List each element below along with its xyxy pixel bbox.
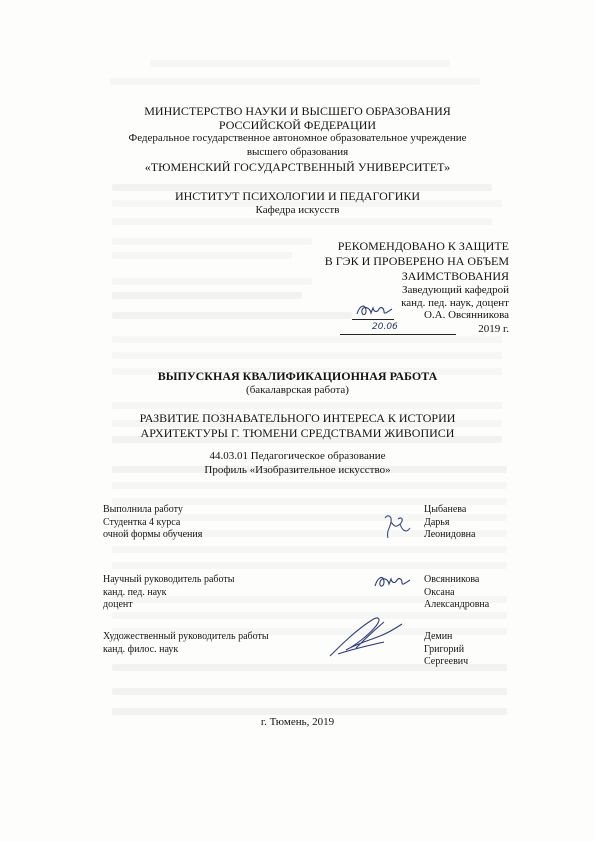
work-subtype: (бакалаврская работа) — [246, 384, 349, 396]
role-line: Научный руководитель работы — [103, 574, 235, 585]
student-name — [424, 504, 475, 542]
name-line: Оксана — [424, 586, 455, 598]
name-line: Овсянникова — [424, 574, 480, 585]
supervisor-name — [424, 574, 489, 612]
date-line — [340, 334, 456, 335]
city-year: г. Тюмень, 2019 — [260, 716, 335, 728]
department-name: Кафедра искусств — [255, 204, 340, 216]
art-supervisor-signature — [326, 606, 406, 662]
approval-degree: канд. пед. наук, доцент — [401, 297, 509, 309]
name-line: Дарья — [424, 516, 450, 528]
name-line: Григорий — [424, 643, 465, 655]
institution-line-2: высшего образования — [246, 146, 349, 158]
name-line: Александровна — [424, 599, 490, 610]
work-profile: Профиль «Изобразительное искусство» — [204, 464, 391, 476]
approval-year: 2019 г. — [478, 323, 509, 335]
student-role — [103, 504, 202, 542]
name-line: Сергеевич — [424, 656, 469, 667]
name-line: Демин — [424, 631, 453, 642]
role-line: канд. пед. наук — [103, 586, 167, 598]
ministry-line-2: РОССИЙСКОЙ ФЕДЕРАЦИИ — [218, 118, 377, 132]
art-supervisor-role — [103, 631, 269, 656]
supervisor-role — [103, 574, 234, 612]
ministry-line-1: МИНИСТЕРСТВО НАУКИ И ВЫСШЕГО ОБРАЗОВАНИЯ — [144, 104, 451, 118]
role-line: Студентка 4 курса — [103, 516, 181, 528]
work-code: 44.03.01 Педагогическое образование — [209, 450, 386, 462]
institute-name: ИНСТИТУТ ПСИХОЛОГИИ И ПЕДАГОГИКИ — [174, 189, 421, 203]
art-supervisor-name — [424, 631, 468, 669]
approval-head-name: О.А. Овсянникова — [423, 309, 509, 321]
work-title-line-2: АРХИТЕКТУРЫ Г. ТЮМЕНИ СРЕДСТВАМИ ЖИВОПИСИ — [140, 426, 455, 440]
role-line: Художественный руководитель работы — [103, 631, 269, 642]
student-signature — [380, 510, 414, 544]
handwritten-date: 20.06 — [372, 322, 398, 332]
supervisor-signature — [372, 570, 412, 594]
institution-line-1: Федеральное государственное автономное образовательное учреждение — [128, 132, 467, 144]
approval-line-3: ЗАИМСТВОВАНИЯ — [401, 269, 509, 283]
role-line: очной формы обучения — [103, 529, 203, 540]
name-line: Цыбанева — [424, 504, 467, 515]
role-line: канд. филос. наук — [103, 643, 179, 655]
approval-line-1: РЕКОМЕНДОВАНО К ЗАЩИТЕ — [337, 239, 509, 253]
name-line: Леонидовна — [424, 529, 476, 540]
role-line: доцент — [103, 599, 133, 610]
approval-line-2: В ГЭК И ПРОВЕРЕНО НА ОБЪЕМ — [324, 254, 509, 268]
university-name: «ТЮМЕНСКИЙ ГОСУДАРСТВЕННЫЙ УНИВЕРСИТЕТ» — [144, 160, 451, 174]
work-type: ВЫПУСКНАЯ КВАЛИФИКАЦИОННАЯ РАБОТА — [157, 369, 438, 383]
head-signature — [354, 300, 394, 320]
approval-position: Заведующий кафедрой — [402, 284, 509, 296]
work-title-line-1: РАЗВИТИЕ ПОЗНАВАТЕЛЬНОГО ИНТЕРЕСА К ИСТОРИИ — [139, 411, 456, 425]
role-line: Выполнила работу — [103, 504, 183, 515]
